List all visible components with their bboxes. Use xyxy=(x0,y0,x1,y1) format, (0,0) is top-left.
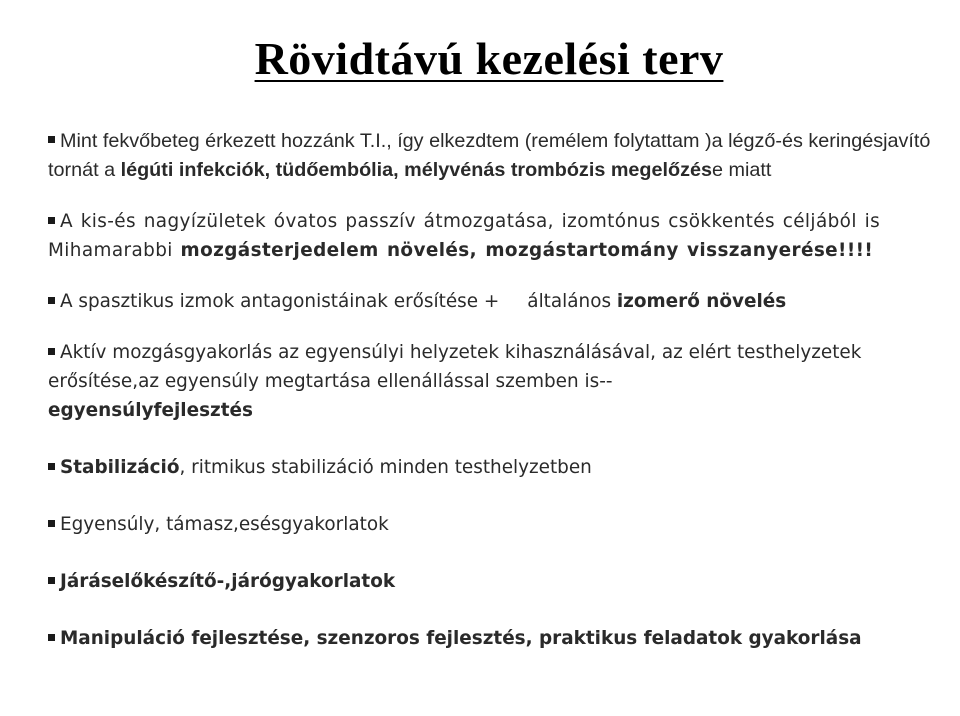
bullet-text: Mint fekvőbeteg érkezett hozzánk T.I., így elkezdtem (remélem folytattam )a légző-és keringésjavító tornát a xyxy=(48,130,931,181)
bullet-emphasis: izomerő növelés xyxy=(616,291,787,312)
bullet-item-4 xyxy=(48,338,940,425)
bullet-item-5 xyxy=(48,453,940,482)
bullet-text: A spasztikus izmok antagonistáinak erősítése + xyxy=(60,291,500,312)
bullet-item-7 xyxy=(48,567,940,596)
bullet-item-1 xyxy=(48,127,940,185)
bullet-emphasis: mozgásterjedelem növelés, mozgástartomány visszanyerése!!!! xyxy=(180,240,874,261)
square-bullet-icon xyxy=(48,634,55,641)
square-bullet-icon xyxy=(48,577,55,584)
square-bullet-icon xyxy=(48,463,55,470)
square-bullet-icon xyxy=(48,348,55,355)
bullet-text: általános xyxy=(527,291,617,312)
slide-content xyxy=(48,127,940,653)
square-bullet-icon xyxy=(48,520,55,527)
bullet-item-3 xyxy=(48,287,940,316)
bullet-item-6 xyxy=(48,510,940,539)
bullet-emphasis: Stabilizáció xyxy=(60,457,180,478)
square-bullet-icon xyxy=(48,217,55,224)
bullet-emphasis: légúti infekciók, tüdőembólia, mélyvénás trombózis megelőzés xyxy=(120,159,712,181)
bullet-text: Egyensúly, támasz,esésgyakorlatok xyxy=(60,514,389,535)
slide-title: Rövidtávú kezelési terv xyxy=(254,33,724,84)
bullet-text: , ritmikus stabilizáció minden testhelyzetben xyxy=(179,457,592,478)
bullet-emphasis: egyensúlyfejlesztés xyxy=(48,400,253,421)
bullet-item-8 xyxy=(48,624,940,653)
bullet-item-2 xyxy=(48,207,940,265)
bullet-emphasis: Járáselőkészítő-,járógyakorlatok xyxy=(60,571,396,592)
square-bullet-icon xyxy=(48,136,55,143)
bullet-text: e miatt xyxy=(711,159,772,181)
square-bullet-icon xyxy=(48,297,55,304)
bullet-emphasis: Manipuláció fejlesztése, szenzoros fejlesztés, praktikus feladatok gyakorlása xyxy=(60,628,862,649)
bullet-text: Aktív mozgásgyakorlás az egyensúlyi helyzetek kihasználásával, az elért testhelyzetek erősítése,az egyensúly megtartása ellenállással szemben is-- xyxy=(48,342,862,392)
bullet-text: A kis-és nagyízületek óvatos passzív átmozgatása, izomtónus csökkentés céljából is Mihamarabbi xyxy=(48,211,881,261)
